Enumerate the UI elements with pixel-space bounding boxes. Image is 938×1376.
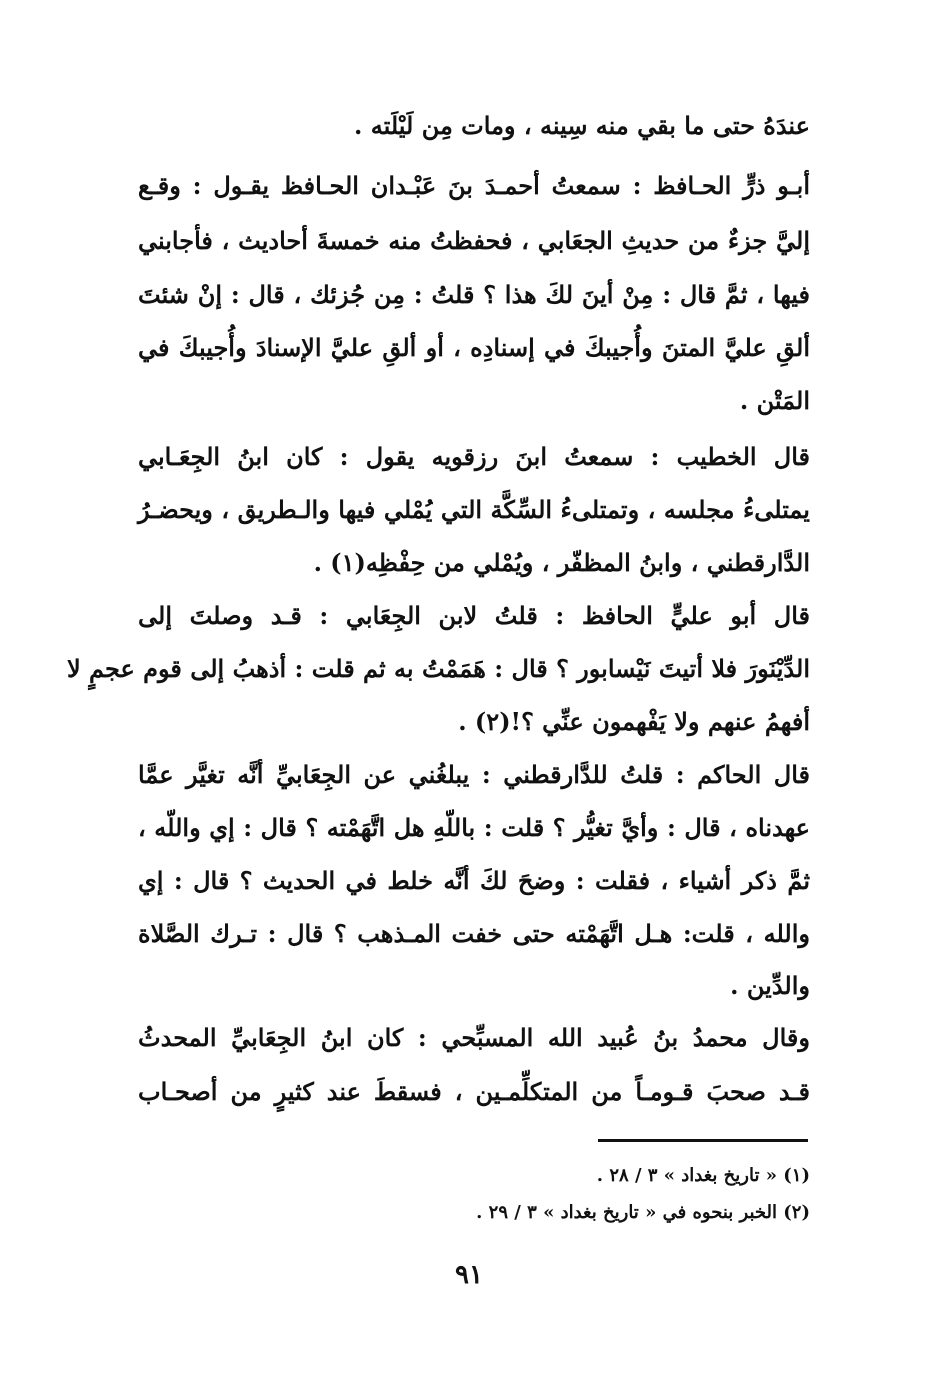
text-line: وقال محمدُ بنُ عُبيد الله المسبِّحي : كان ابنُ الجِعَابيِّ المحدثُ xyxy=(138,1023,810,1052)
text-line: الدِّيْنَورَ فلا أتيتَ نَيْسابور ؟ قال : هَمَمْتُ به ثم قلت : أذهبُ إلى قوم عجمٍ لا xyxy=(66,654,810,683)
text-line: عندَهُ حتى ما بقي منه سِينه ، ومات مِن لَيْلَته . xyxy=(354,111,810,140)
text-line: فيها ، ثمَّ قال : مِنْ أينَ لكَ هذا ؟ قلتُ : مِن جُزئك ، قال : إنْ شئتَ xyxy=(138,280,810,309)
text-line: عهدناه ، قال : وأيَّ تغيُّر ؟ قلت : باللّهِ هل اتَّهَمْته ؟ قال : إي واللّه ، xyxy=(138,813,810,842)
footnote-divider xyxy=(598,1139,808,1142)
text-line: يمتلىءُ مجلسه ، وتمتلىءُ السِّكَّة التي يُمْلي فيها والـطريق ، ويحضـرُ xyxy=(138,495,810,524)
footnote: (٢) الخبر بنحوه في « تاريخ بغداد » ٣ / ٢٩ . xyxy=(476,1202,810,1223)
text-line: قـد صحبَ قـومـاً من المتكلِّمـين ، فسقطَ عند كثيرٍ من أصحـاب xyxy=(138,1077,810,1106)
text-line: والله ، قلت: هـل اتَّهَمْته حتى خفت المـذهب ؟ قال : تـرك الصَّلاة xyxy=(138,919,810,948)
text-line: ثمَّ ذكر أشياء ، فقلت : وضحَ لكَ أنَّه خلط في الحديث ؟ قال : إي xyxy=(138,866,810,895)
text-line: إليَّ جزءٌ من حديثِ الجعَابي ، فحفظتُ منه خمسةَ أحاديث ، فأجابني xyxy=(138,226,810,255)
text-line: الدَّارقطني ، وابنُ المظفّر ، ويُمْلي من حِفْظِه(١) . xyxy=(313,548,810,577)
text-line: أفهمُ عنهم ولا يَفْهمون عنِّي ؟!(٢) . xyxy=(458,707,810,736)
text-line: المَتْن . xyxy=(739,386,810,415)
footnote: (١) « تاريخ بغداد » ٣ / ٢٨ . xyxy=(596,1165,810,1186)
text-line: والدِّين . xyxy=(730,971,810,1000)
text-line: قال الحاكم : قلتُ للدَّارقطني : يبلغُني عن الجِعَابيِّ أنَّه تغيَّر عمَّا xyxy=(138,760,810,789)
text-line: ألقِ عليَّ المتنَ وأُجيبكَ في إسنادِه ، أو ألقِ عليَّ الإسنادَ وأُجيبكَ في xyxy=(138,333,810,362)
text-line: قال الخطيب : سمعتُ ابنَ رزقويه يقول : كان ابنُ الجِعَـابي xyxy=(138,442,810,471)
page-number: ٩١ xyxy=(455,1260,483,1290)
text-line: أبـو ذرٍّ الحـافظ : سمعتُ أحمـدَ بنَ عَبْـدان الحـافظ يقـول : وقـع xyxy=(138,171,810,200)
text-line: قال أبو عليٍّ الحافظ : قلتُ لابن الجِعَابي : قـد وصلتَ إلى xyxy=(138,601,810,630)
